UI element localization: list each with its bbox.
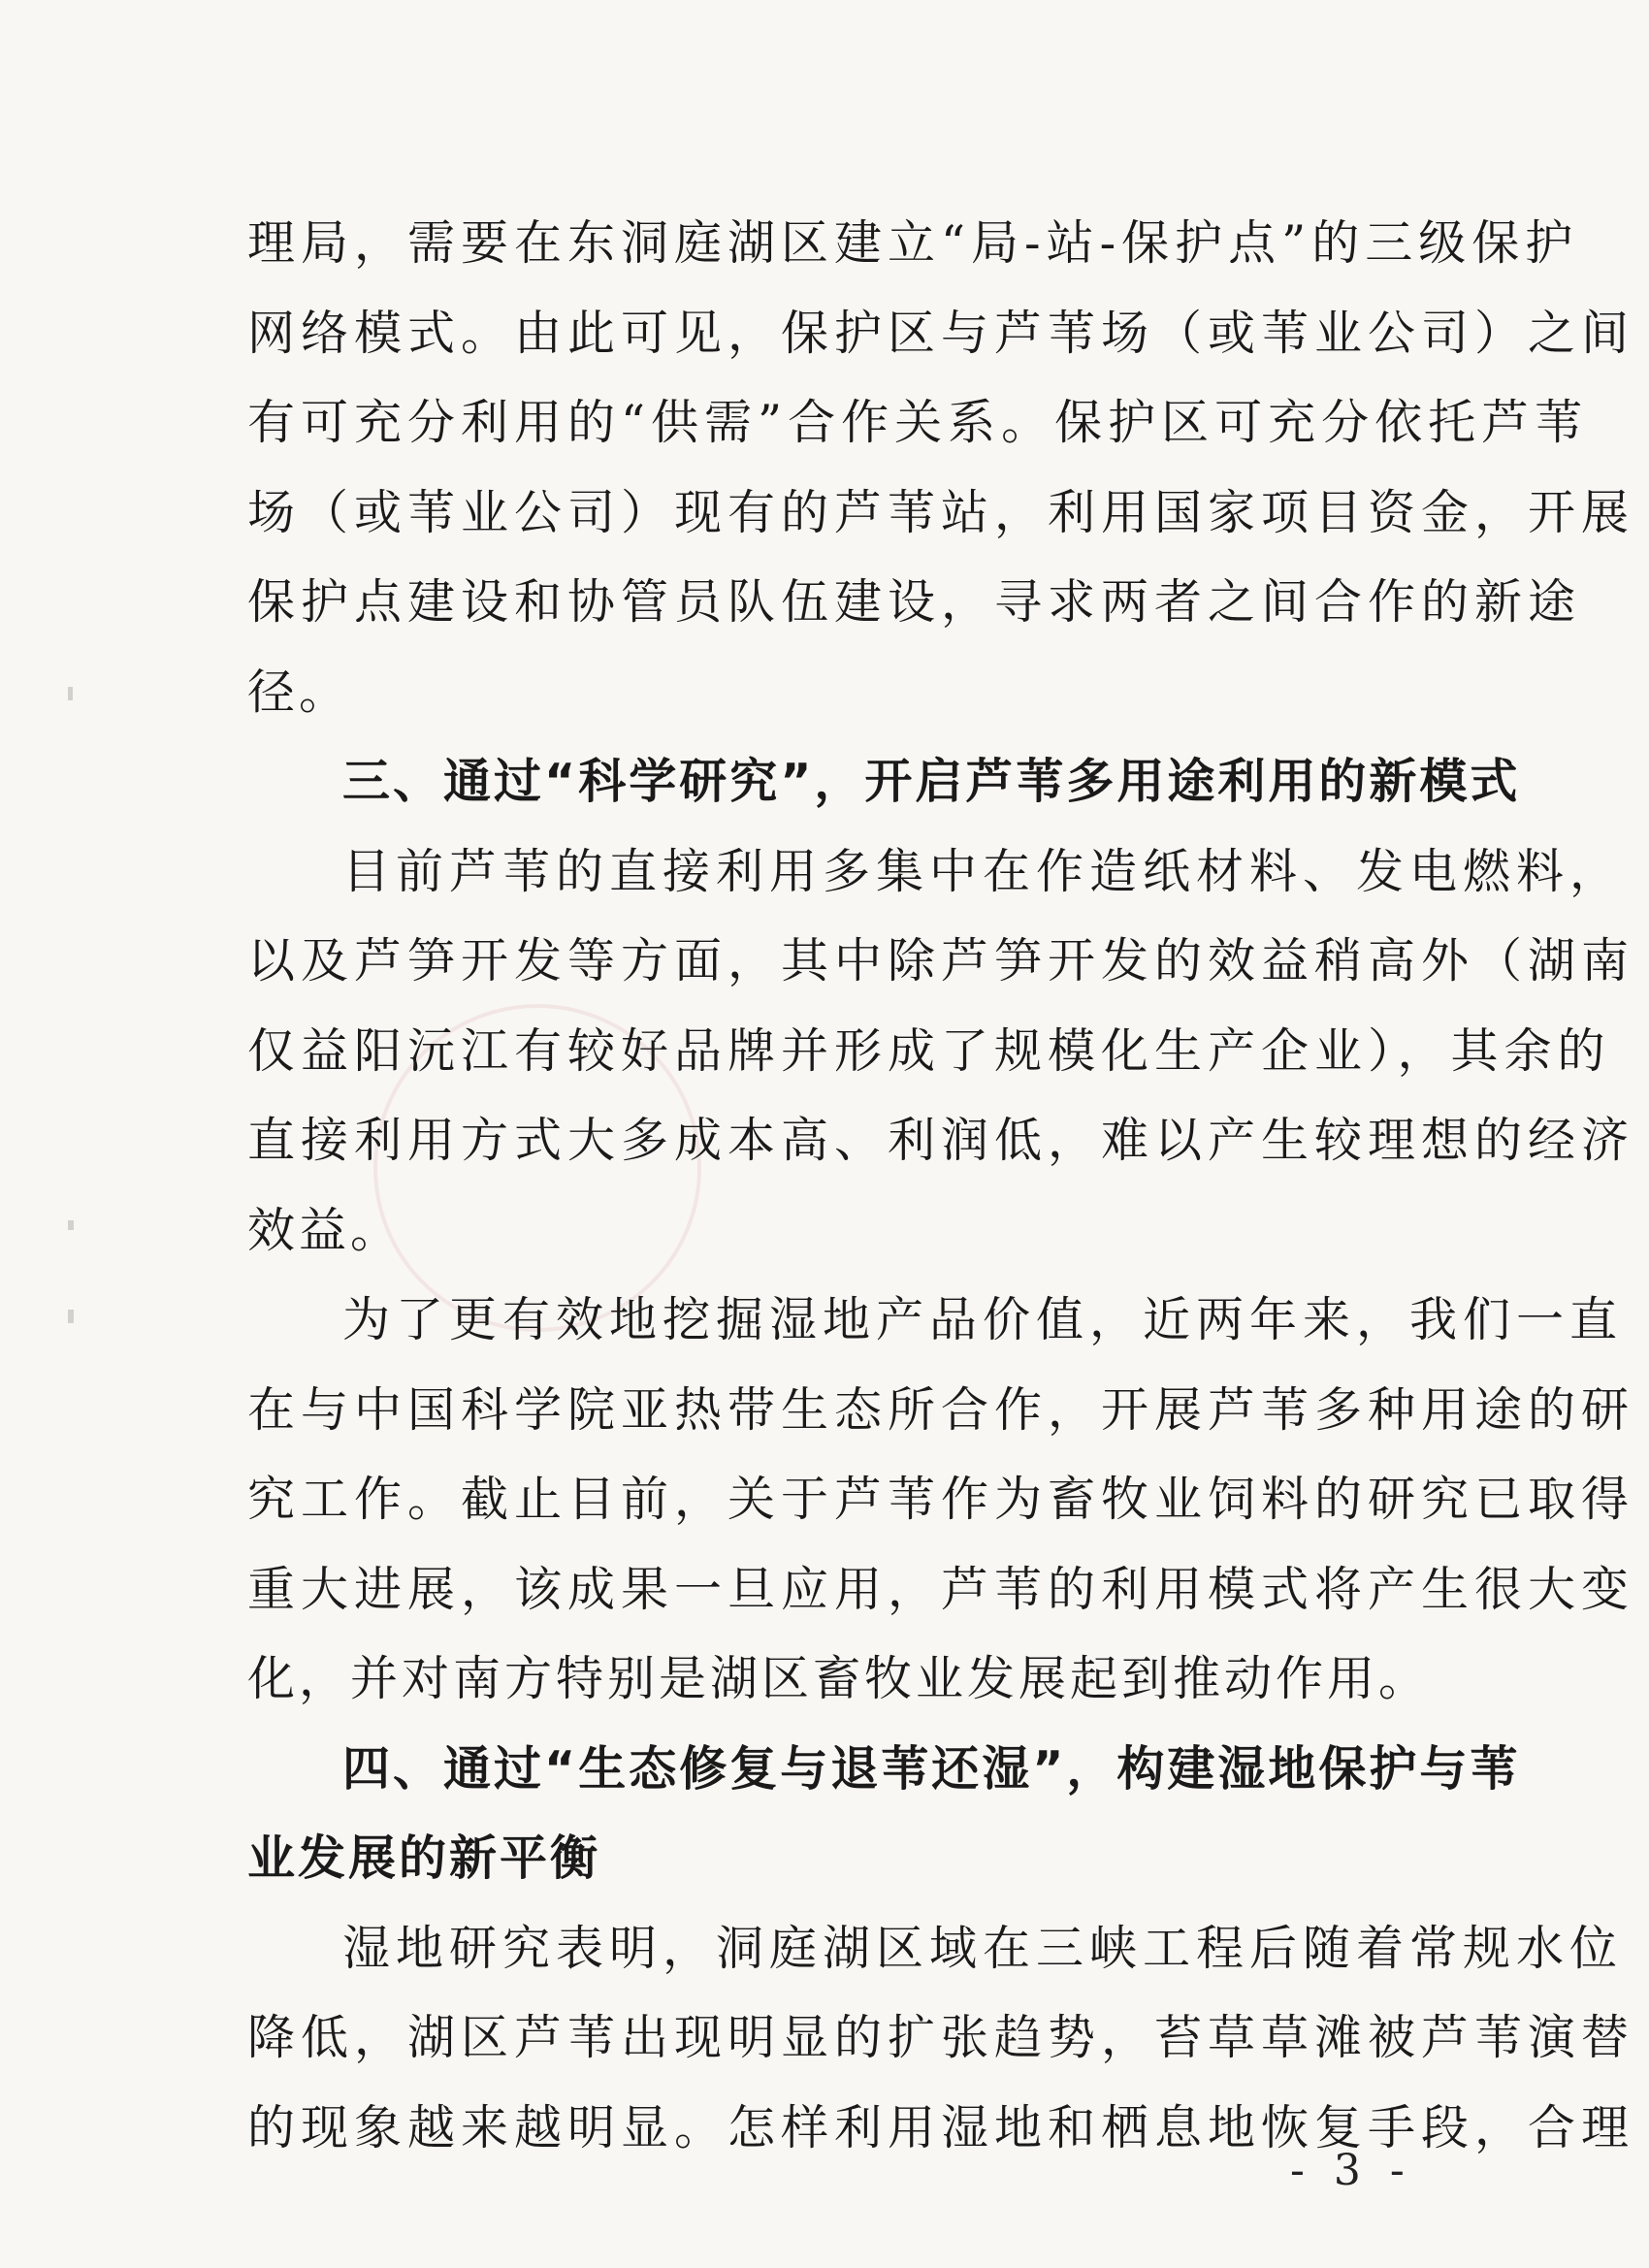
paragraph-line: 场（或苇业公司）现有的芦苇站，利用国家项目资金，开展 — [247, 484, 1635, 540]
paragraph-line: 目前芦苇的直接利用多集中在作造纸材料、发电燃料， — [342, 843, 1624, 899]
scan-speck — [68, 687, 73, 700]
paragraph-line: 有可充分利用的“供需”合作关系。保护区可充分依托芦苇 — [247, 395, 1589, 450]
paragraph-line: 湿地研究表明，洞庭湖区域在三峡工程后随着常规水位 — [342, 1920, 1624, 1976]
paragraph-line: 的现象越来越明显。怎样利用湿地和栖息地恢复手段，合理 — [247, 2099, 1635, 2155]
paragraph-line: 仅益阳沅江有较好品牌并形成了规模化生产企业），其余的 — [247, 1022, 1611, 1079]
paragraph-line: 为了更有效地挖掘湿地产品价值，近两年来，我们一直 — [342, 1292, 1624, 1347]
section-heading-4: 四、通过“生态修复与退苇还湿”，构建湿地保护与苇 — [342, 1740, 1521, 1797]
document-body — [247, 199, 1635, 2173]
paragraph-line: 究工作。截止目前，关于芦苇作为畜牧业饲料的研究已取得 — [247, 1472, 1635, 1527]
paragraph-line: 直接利用方式大多成本高、利润低，难以产生较理想的经济 — [247, 1113, 1635, 1168]
scan-speck — [68, 1220, 74, 1230]
paragraph-line: 理局，需要在东洞庭湖区建立“局-站-保护点”的三级保护 — [247, 215, 1579, 271]
paragraph-line: 降低，湖区芦苇出现明显的扩张趋势，苔草草滩被芦苇演替 — [247, 2010, 1635, 2065]
paragraph-line: 化，并对南方特别是湖区畜牧业发展起到推动作用。 — [247, 1651, 1431, 1706]
section-heading-3: 三、通过“科学研究”，开启芦苇多用途利用的新模式 — [342, 754, 1521, 809]
paragraph-line: 保护点建设和协管员队伍建设，寻求两者之间合作的新途 — [247, 574, 1582, 630]
paragraph-line: 重大进展，该成果一旦应用，芦苇的利用模式将产生很大变 — [247, 1561, 1635, 1617]
section-heading-4-continued: 业发展的新平衡 — [247, 1831, 601, 1886]
paragraph-line: 在与中国科学院亚热带生态所合作，开展芦苇多种用途的研 — [247, 1381, 1635, 1438]
page-number: - 3 - — [1290, 2146, 1412, 2195]
paragraph-line: 以及芦笋开发等方面，其中除芦笋开发的效益稍高外（湖南 — [247, 933, 1635, 988]
paragraph-line: 径。 — [247, 664, 351, 720]
paragraph-line: 网络模式。由此可见，保护区与芦苇场（或苇业公司）之间 — [247, 305, 1635, 361]
scan-speck — [68, 1310, 74, 1323]
paragraph-line: 效益。 — [247, 1202, 403, 1258]
